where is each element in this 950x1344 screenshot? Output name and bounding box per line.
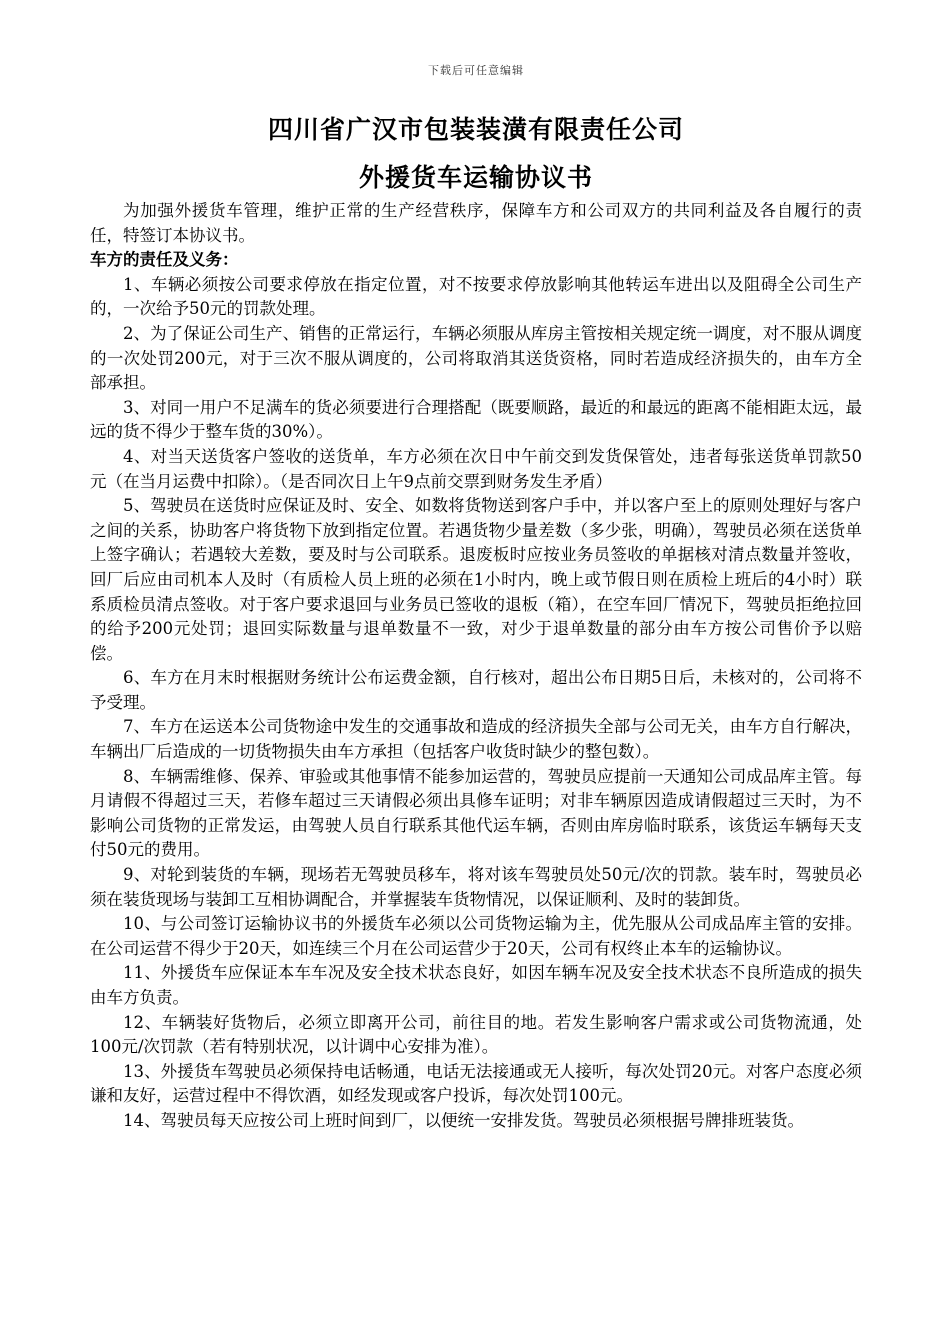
- clause-4: 4、对当天送货客户签收的送货单，车方必须在次日中午前交到发货保管处，违者每张送货单罚款50元（在当月运费中扣除）。（是否同次日上午9点前交票到财务发生矛盾）: [90, 446, 862, 491]
- clause-11: 11、外援货车应保证本车车况及安全技术状态良好，如因车辆车况及安全技术状态不良所造成的损失由车方负责。: [90, 963, 862, 1007]
- clause-1: 1、车辆必须按公司要求停放在指定位置，对不按要求停放影响其他转运车进出以及阻碍全公司生产的，一次给予50元的罚款处理。: [90, 274, 862, 319]
- clause-5: 5、驾驶员在送货时应保证及时、安全、如数将货物送到客户手中，并以客户至上的原则处理好与客户之间的关系，协助客户将货物下放到指定位置。若遇货物少量差数（多少张，明确），驾驶员必须在送货单上签字确认；若遇较大差数，要及时与公司联系。退废板时应按业务员签收的单据核对清点数量并签收，回厂后应由司机本人及时（有质检人员上班的必须在1小时内，晚上或节假日则在质检上班后的4小时）联系质检员清点签收。对于客户要求退回与业务员已签收的退板（箱），在空车回厂情况下，驾驶员拒绝拉回的给予200元处罚；退回实际数量与退单数量不一致，对少于退单数量的部分由车方按公司售价予以赔偿。: [90, 496, 862, 663]
- clause-9: 9、对轮到装货的车辆，现场若无驾驶员移车，将对该车驾驶员处50元/次的罚款。装车时，驾驶员必须在装货现场与装卸工互相协调配合，并掌握装车货物情况，以保证顺利、及时的装卸货。: [90, 865, 862, 909]
- clause-8: 8、车辆需维修、保养、审验或其他事情不能参加运营的，驾驶员应提前一天通知公司成品库主管。每月请假不得超过三天，若修车超过三天请假必须出具修车证明；对非车辆原因造成请假超过三天时，为不影响公司货物的正常发运，由驾驶人员自行联系其他代运车辆，否则由库房临时联系，该货运车辆每天支付50元的费用。: [90, 766, 862, 860]
- document-body: [90, 199, 862, 1134]
- clause-6: 6、车方在月末时根据财务统计公布运费金额，自行核对，超出公布日期5日后，未核对的，公司将不予受理。: [90, 668, 862, 712]
- section-heading: 车方的责任及义务：: [90, 250, 239, 270]
- clause-2: 2、为了保证公司生产、销售的正常运行，车辆必须服从库房主管按相关规定统一调度，对不服从调度的一次处罚200元，对于三次不服从调度的，公司将取消其送货资格，同时若造成经济损失的，由车方全部承担。: [90, 323, 862, 393]
- header-note: 下载后可任意编辑: [428, 64, 524, 77]
- clause-12: 12、车辆装好货物后，必须立即离开公司，前往目的地。若发生影响客户需求或公司货物流通，处100元/次罚款（若有特别状况，以计调中心安排为准）。: [90, 1012, 862, 1057]
- clause-3: 3、对同一用户不足满车的货必须要进行合理搭配（既要顺路，最近的和最远的距离不能相距太远，最远的货不得少于整车货的30%）。: [90, 397, 862, 442]
- intro-paragraph: 为加强外援货车管理，维护正常的生产经营秩序，保障车方和公司双方的共同利益及各自履行的责任，特签订本协议书。: [90, 201, 862, 245]
- clause-10: 10、与公司签订运输协议书的外援货车必须以公司货物运输为主，优先服从公司成品库主管的安排。在公司运营不得少于20天，如连续三个月在公司运营少于20天，公司有权终止本车的运输协议。: [90, 914, 862, 958]
- clause-7: 7、车方在运送本公司货物途中发生的交通事故和造成的经济损失全部与公司无关，由车方自行解决，车辆出厂后造成的一切货物损失由车方承担（包括客户收货时缺少的整包数）。: [90, 717, 862, 762]
- clause-13: 13、外援货车驾驶员必须保持电话畅通，电话无法接通或无人接听，每次处罚20元。对客户态度必须谦和友好，运营过程中不得饮酒，如经发现或客户投诉，每次处罚100元。: [90, 1061, 862, 1106]
- clause-14: 14、驾驶员每天应按公司上班时间到厂，以便统一安排发货。驾驶员必须根据号牌排班装货。: [123, 1110, 804, 1130]
- document-title: 外援货车运输协议书: [358, 163, 593, 192]
- company-title: 四川省广汉市包装装潢有限责任公司: [267, 115, 684, 144]
